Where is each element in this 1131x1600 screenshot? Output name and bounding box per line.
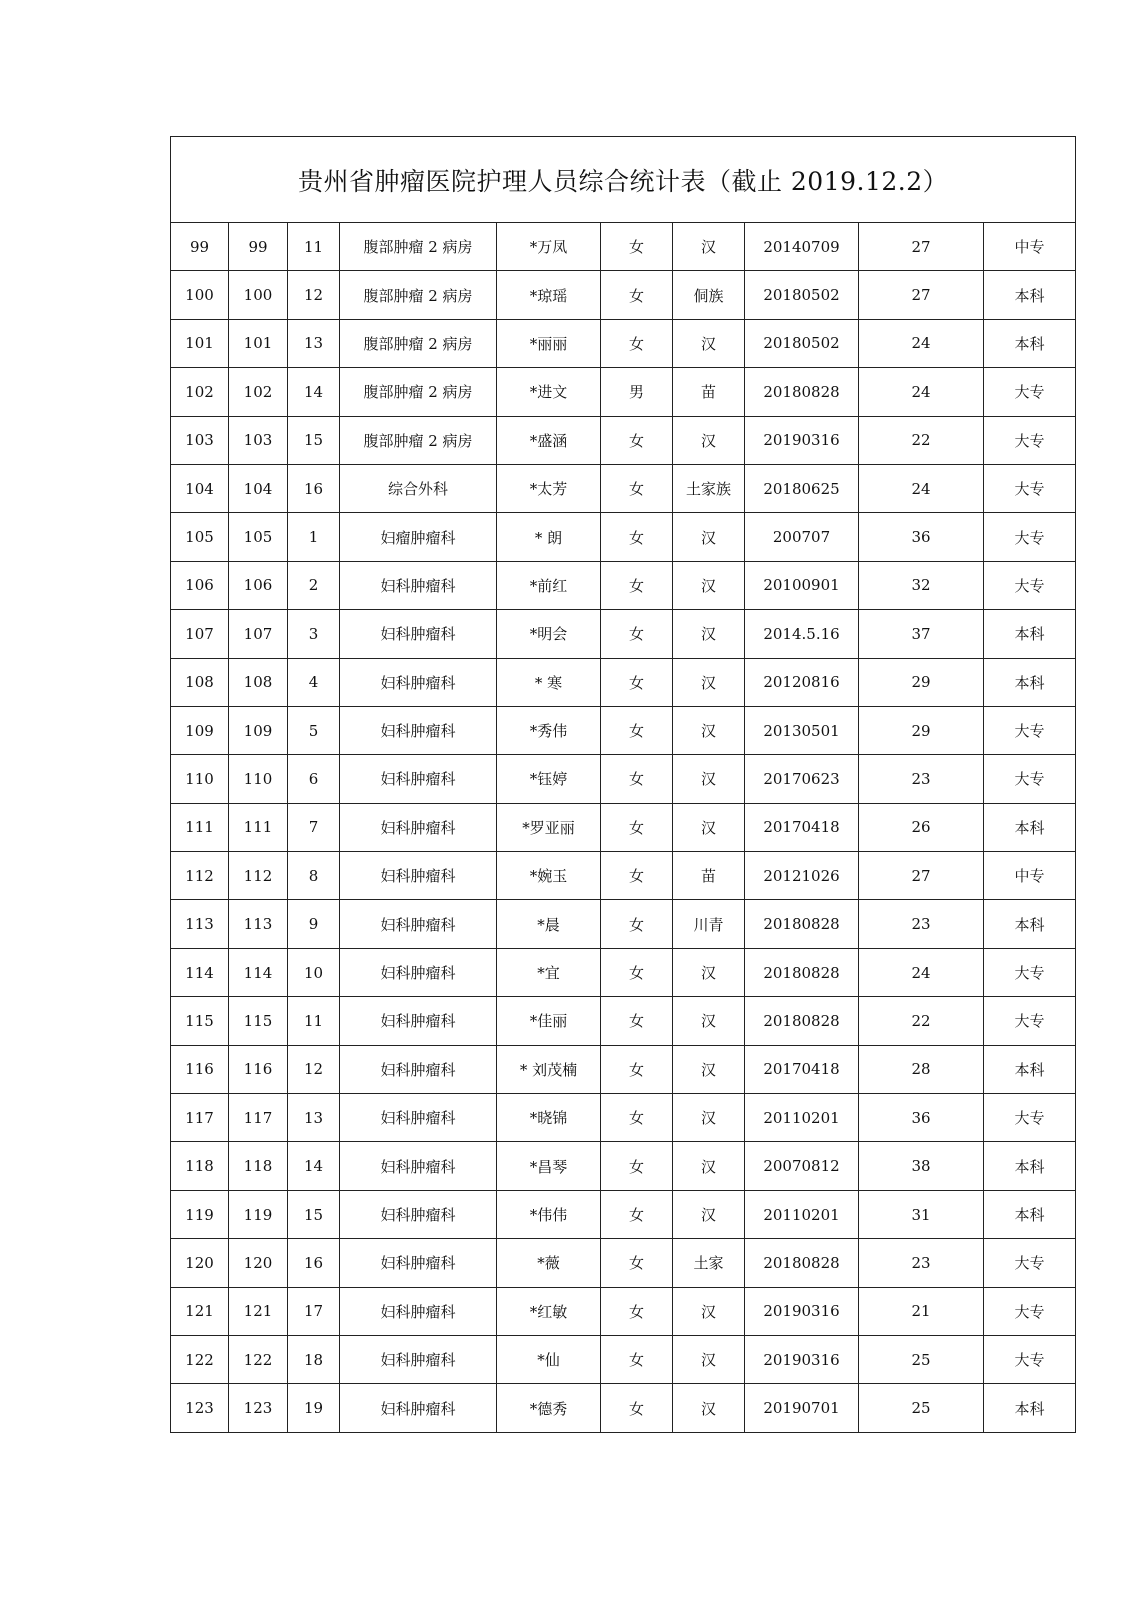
department-cell: 妇科肿瘤科 (340, 852, 497, 900)
total-number-cell: 106 (229, 561, 288, 609)
serial-number-cell: 100 (171, 271, 229, 319)
total-number-cell: 102 (229, 368, 288, 416)
table-row (171, 1094, 1076, 1142)
hire-date-cell: 20170623 (745, 755, 859, 803)
gender-cell: 女 (601, 271, 673, 319)
department-cell: 妇科肿瘤科 (340, 1239, 497, 1287)
department-cell: 妇科肿瘤科 (340, 948, 497, 996)
department-cell: 妇科肿瘤科 (340, 1335, 497, 1383)
name-cell: * 朗 (497, 513, 601, 561)
table-row (171, 464, 1076, 512)
ethnicity-cell: 苗 (673, 368, 745, 416)
total-number-cell: 114 (229, 948, 288, 996)
education-cell: 本科 (984, 1142, 1076, 1190)
age-cell: 24 (859, 948, 984, 996)
total-number-cell: 101 (229, 319, 288, 367)
department-cell: 妇科肿瘤科 (340, 658, 497, 706)
age-cell: 23 (859, 900, 984, 948)
ethnicity-cell: 汉 (673, 658, 745, 706)
education-cell: 大专 (984, 706, 1076, 754)
age-cell: 22 (859, 416, 984, 464)
gender-cell: 女 (601, 997, 673, 1045)
gender-cell: 女 (601, 803, 673, 851)
name-cell: *伟伟 (497, 1190, 601, 1238)
education-cell: 大专 (984, 997, 1076, 1045)
dept-number-cell: 6 (288, 755, 340, 803)
department-cell: 妇科肿瘤科 (340, 1384, 497, 1432)
hire-date-cell: 20130501 (745, 706, 859, 754)
department-cell: 妇科肿瘤科 (340, 900, 497, 948)
gender-cell: 女 (601, 1384, 673, 1432)
dept-number-cell: 9 (288, 900, 340, 948)
hire-date-cell: 20180828 (745, 368, 859, 416)
hire-date-cell: 20070812 (745, 1142, 859, 1190)
total-number-cell: 104 (229, 464, 288, 512)
gender-cell: 女 (601, 513, 673, 561)
total-number-cell: 122 (229, 1335, 288, 1383)
gender-cell: 女 (601, 561, 673, 609)
education-cell: 本科 (984, 658, 1076, 706)
ethnicity-cell: 汉 (673, 1335, 745, 1383)
dept-number-cell: 18 (288, 1335, 340, 1383)
name-cell: * 刘茂楠 (497, 1045, 601, 1093)
ethnicity-cell: 汉 (673, 1094, 745, 1142)
age-cell: 24 (859, 319, 984, 367)
gender-cell: 女 (601, 755, 673, 803)
total-number-cell: 123 (229, 1384, 288, 1432)
department-cell: 妇科肿瘤科 (340, 706, 497, 754)
dept-number-cell: 7 (288, 803, 340, 851)
department-cell: 妇科肿瘤科 (340, 1287, 497, 1335)
hire-date-cell: 20180625 (745, 464, 859, 512)
department-cell: 妇科肿瘤科 (340, 803, 497, 851)
age-cell: 32 (859, 561, 984, 609)
ethnicity-cell: 汉 (673, 997, 745, 1045)
ethnicity-cell: 汉 (673, 755, 745, 803)
name-cell: *仙 (497, 1335, 601, 1383)
dept-number-cell: 19 (288, 1384, 340, 1432)
hire-date-cell: 20190316 (745, 1287, 859, 1335)
department-cell: 腹部肿瘤 2 病房 (340, 271, 497, 319)
hire-date-cell: 20180502 (745, 319, 859, 367)
age-cell: 27 (859, 223, 984, 271)
serial-number-cell: 116 (171, 1045, 229, 1093)
ethnicity-cell: 汉 (673, 1045, 745, 1093)
serial-number-cell: 108 (171, 658, 229, 706)
table-row (171, 319, 1076, 367)
table-row (171, 368, 1076, 416)
table-row (171, 658, 1076, 706)
total-number-cell: 116 (229, 1045, 288, 1093)
serial-number-cell: 119 (171, 1190, 229, 1238)
name-cell: *前红 (497, 561, 601, 609)
dept-number-cell: 5 (288, 706, 340, 754)
name-cell: *罗亚丽 (497, 803, 601, 851)
name-cell: *丽丽 (497, 319, 601, 367)
dept-number-cell: 4 (288, 658, 340, 706)
gender-cell: 女 (601, 464, 673, 512)
total-number-cell: 108 (229, 658, 288, 706)
age-cell: 23 (859, 1239, 984, 1287)
age-cell: 29 (859, 658, 984, 706)
total-number-cell: 121 (229, 1287, 288, 1335)
serial-number-cell: 112 (171, 852, 229, 900)
age-cell: 37 (859, 610, 984, 658)
department-cell: 腹部肿瘤 2 病房 (340, 416, 497, 464)
dept-number-cell: 12 (288, 1045, 340, 1093)
age-cell: 29 (859, 706, 984, 754)
name-cell: *婉玉 (497, 852, 601, 900)
hire-date-cell: 2014.5.16 (745, 610, 859, 658)
age-cell: 31 (859, 1190, 984, 1238)
gender-cell: 女 (601, 319, 673, 367)
education-cell: 大专 (984, 513, 1076, 561)
education-cell: 大专 (984, 948, 1076, 996)
ethnicity-cell: 汉 (673, 319, 745, 367)
table-row (171, 610, 1076, 658)
name-cell: *宜 (497, 948, 601, 996)
serial-number-cell: 105 (171, 513, 229, 561)
gender-cell: 女 (601, 1335, 673, 1383)
hire-date-cell: 20180828 (745, 948, 859, 996)
dept-number-cell: 13 (288, 319, 340, 367)
gender-cell: 女 (601, 610, 673, 658)
name-cell: *秀伟 (497, 706, 601, 754)
ethnicity-cell: 汉 (673, 1190, 745, 1238)
ethnicity-cell: 汉 (673, 1384, 745, 1432)
dept-number-cell: 1 (288, 513, 340, 561)
serial-number-cell: 115 (171, 997, 229, 1045)
age-cell: 25 (859, 1384, 984, 1432)
table-row (171, 271, 1076, 319)
age-cell: 22 (859, 997, 984, 1045)
ethnicity-cell: 汉 (673, 610, 745, 658)
education-cell: 中专 (984, 223, 1076, 271)
education-cell: 大专 (984, 1239, 1076, 1287)
gender-cell: 女 (601, 1142, 673, 1190)
table-row (171, 803, 1076, 851)
ethnicity-cell: 汉 (673, 1287, 745, 1335)
education-cell: 大专 (984, 464, 1076, 512)
gender-cell: 女 (601, 1094, 673, 1142)
name-cell: *晓锦 (497, 1094, 601, 1142)
gender-cell: 女 (601, 900, 673, 948)
gender-cell: 女 (601, 1045, 673, 1093)
education-cell: 本科 (984, 610, 1076, 658)
age-cell: 24 (859, 368, 984, 416)
serial-number-cell: 106 (171, 561, 229, 609)
department-cell: 妇科肿瘤科 (340, 561, 497, 609)
age-cell: 27 (859, 271, 984, 319)
serial-number-cell: 121 (171, 1287, 229, 1335)
ethnicity-cell: 汉 (673, 561, 745, 609)
total-number-cell: 117 (229, 1094, 288, 1142)
hire-date-cell: 20120816 (745, 658, 859, 706)
gender-cell: 女 (601, 852, 673, 900)
serial-number-cell: 122 (171, 1335, 229, 1383)
serial-number-cell: 114 (171, 948, 229, 996)
department-cell: 妇科肿瘤科 (340, 1142, 497, 1190)
education-cell: 本科 (984, 803, 1076, 851)
name-cell: *昌琴 (497, 1142, 601, 1190)
dept-number-cell: 13 (288, 1094, 340, 1142)
table-row (171, 1045, 1076, 1093)
total-number-cell: 99 (229, 223, 288, 271)
table-row (171, 416, 1076, 464)
serial-number-cell: 123 (171, 1384, 229, 1432)
hire-date-cell: 20180828 (745, 997, 859, 1045)
gender-cell: 女 (601, 223, 673, 271)
gender-cell: 女 (601, 1190, 673, 1238)
table-row (171, 1287, 1076, 1335)
dept-number-cell: 11 (288, 223, 340, 271)
dept-number-cell: 10 (288, 948, 340, 996)
ethnicity-cell: 汉 (673, 416, 745, 464)
gender-cell: 男 (601, 368, 673, 416)
serial-number-cell: 118 (171, 1142, 229, 1190)
serial-number-cell: 110 (171, 755, 229, 803)
education-cell: 本科 (984, 319, 1076, 367)
name-cell: *万凤 (497, 223, 601, 271)
ethnicity-cell: 汉 (673, 1142, 745, 1190)
hire-date-cell: 200707 (745, 513, 859, 561)
hire-date-cell: 20190701 (745, 1384, 859, 1432)
total-number-cell: 107 (229, 610, 288, 658)
education-cell: 本科 (984, 900, 1076, 948)
gender-cell: 女 (601, 1287, 673, 1335)
ethnicity-cell: 汉 (673, 223, 745, 271)
dept-number-cell: 16 (288, 464, 340, 512)
ethnicity-cell: 土家族 (673, 464, 745, 512)
name-cell: *琼瑶 (497, 271, 601, 319)
education-cell: 大专 (984, 755, 1076, 803)
total-number-cell: 120 (229, 1239, 288, 1287)
ethnicity-cell: 侗族 (673, 271, 745, 319)
dept-number-cell: 17 (288, 1287, 340, 1335)
total-number-cell: 111 (229, 803, 288, 851)
dept-number-cell: 15 (288, 1190, 340, 1238)
serial-number-cell: 103 (171, 416, 229, 464)
total-number-cell: 113 (229, 900, 288, 948)
total-number-cell: 109 (229, 706, 288, 754)
age-cell: 21 (859, 1287, 984, 1335)
age-cell: 26 (859, 803, 984, 851)
name-cell: *钰婷 (497, 755, 601, 803)
gender-cell: 女 (601, 416, 673, 464)
hire-date-cell: 20170418 (745, 803, 859, 851)
dept-number-cell: 16 (288, 1239, 340, 1287)
table-row (171, 223, 1076, 271)
ethnicity-cell: 汉 (673, 513, 745, 561)
hire-date-cell: 20180828 (745, 900, 859, 948)
name-cell: *盛涵 (497, 416, 601, 464)
dept-number-cell: 11 (288, 997, 340, 1045)
table-row (171, 997, 1076, 1045)
name-cell: * 寒 (497, 658, 601, 706)
table-row (171, 1190, 1076, 1238)
department-cell: 腹部肿瘤 2 病房 (340, 223, 497, 271)
age-cell: 36 (859, 1094, 984, 1142)
name-cell: *晨 (497, 900, 601, 948)
department-cell: 腹部肿瘤 2 病房 (340, 368, 497, 416)
education-cell: 大专 (984, 1094, 1076, 1142)
staff-statistics-table (170, 136, 1076, 1433)
serial-number-cell: 113 (171, 900, 229, 948)
dept-number-cell: 2 (288, 561, 340, 609)
department-cell: 妇科肿瘤科 (340, 610, 497, 658)
department-cell: 综合外科 (340, 464, 497, 512)
ethnicity-cell: 土家 (673, 1239, 745, 1287)
hire-date-cell: 20121026 (745, 852, 859, 900)
gender-cell: 女 (601, 706, 673, 754)
table-body (171, 137, 1076, 1433)
table-row (171, 1239, 1076, 1287)
total-number-cell: 105 (229, 513, 288, 561)
dept-number-cell: 14 (288, 1142, 340, 1190)
education-cell: 大专 (984, 561, 1076, 609)
total-number-cell: 110 (229, 755, 288, 803)
table-row (171, 706, 1076, 754)
hire-date-cell: 20170418 (745, 1045, 859, 1093)
age-cell: 24 (859, 464, 984, 512)
total-number-cell: 119 (229, 1190, 288, 1238)
name-cell: *太芳 (497, 464, 601, 512)
table-row (171, 513, 1076, 561)
education-cell: 中专 (984, 852, 1076, 900)
age-cell: 36 (859, 513, 984, 561)
dept-number-cell: 15 (288, 416, 340, 464)
total-number-cell: 103 (229, 416, 288, 464)
department-cell: 妇科肿瘤科 (340, 1094, 497, 1142)
serial-number-cell: 120 (171, 1239, 229, 1287)
table-row (171, 755, 1076, 803)
ethnicity-cell: 汉 (673, 803, 745, 851)
name-cell: *佳丽 (497, 997, 601, 1045)
name-cell: *进文 (497, 368, 601, 416)
hire-date-cell: 20180502 (745, 271, 859, 319)
hire-date-cell: 20100901 (745, 561, 859, 609)
hire-date-cell: 20110201 (745, 1190, 859, 1238)
education-cell: 大专 (984, 1335, 1076, 1383)
hire-date-cell: 20140709 (745, 223, 859, 271)
education-cell: 本科 (984, 271, 1076, 319)
gender-cell: 女 (601, 1239, 673, 1287)
serial-number-cell: 102 (171, 368, 229, 416)
title-row (171, 137, 1076, 223)
hire-date-cell: 20110201 (745, 1094, 859, 1142)
gender-cell: 女 (601, 658, 673, 706)
ethnicity-cell: 汉 (673, 706, 745, 754)
age-cell: 38 (859, 1142, 984, 1190)
table-row (171, 1384, 1076, 1432)
education-cell: 大专 (984, 1287, 1076, 1335)
total-number-cell: 115 (229, 997, 288, 1045)
table-row (171, 852, 1076, 900)
hire-date-cell: 20180828 (745, 1239, 859, 1287)
total-number-cell: 118 (229, 1142, 288, 1190)
hire-date-cell: 20190316 (745, 416, 859, 464)
ethnicity-cell: 汉 (673, 948, 745, 996)
education-cell: 本科 (984, 1045, 1076, 1093)
serial-number-cell: 117 (171, 1094, 229, 1142)
serial-number-cell: 111 (171, 803, 229, 851)
serial-number-cell: 99 (171, 223, 229, 271)
ethnicity-cell: 川青 (673, 900, 745, 948)
department-cell: 妇科肿瘤科 (340, 1045, 497, 1093)
department-cell: 妇科肿瘤科 (340, 997, 497, 1045)
department-cell: 腹部肿瘤 2 病房 (340, 319, 497, 367)
ethnicity-cell: 苗 (673, 852, 745, 900)
gender-cell: 女 (601, 948, 673, 996)
name-cell: *德秀 (497, 1384, 601, 1432)
education-cell: 本科 (984, 1384, 1076, 1432)
total-number-cell: 100 (229, 271, 288, 319)
name-cell: *红敏 (497, 1287, 601, 1335)
hire-date-cell: 20190316 (745, 1335, 859, 1383)
table-title: 贵州省肿瘤医院护理人员综合统计表（截止 2019.12.2） (171, 137, 1076, 223)
education-cell: 大专 (984, 368, 1076, 416)
table-row (171, 900, 1076, 948)
age-cell: 25 (859, 1335, 984, 1383)
name-cell: *薇 (497, 1239, 601, 1287)
dept-number-cell: 14 (288, 368, 340, 416)
department-cell: 妇科肿瘤科 (340, 755, 497, 803)
department-cell: 妇科肿瘤科 (340, 1190, 497, 1238)
table-row (171, 948, 1076, 996)
serial-number-cell: 104 (171, 464, 229, 512)
name-cell: *明会 (497, 610, 601, 658)
dept-number-cell: 12 (288, 271, 340, 319)
dept-number-cell: 8 (288, 852, 340, 900)
education-cell: 大专 (984, 416, 1076, 464)
age-cell: 23 (859, 755, 984, 803)
education-cell: 本科 (984, 1190, 1076, 1238)
table-row (171, 1335, 1076, 1383)
age-cell: 28 (859, 1045, 984, 1093)
serial-number-cell: 101 (171, 319, 229, 367)
table-row (171, 1142, 1076, 1190)
dept-number-cell: 3 (288, 610, 340, 658)
serial-number-cell: 109 (171, 706, 229, 754)
age-cell: 27 (859, 852, 984, 900)
department-cell: 妇瘤肿瘤科 (340, 513, 497, 561)
serial-number-cell: 107 (171, 610, 229, 658)
table-row (171, 561, 1076, 609)
total-number-cell: 112 (229, 852, 288, 900)
